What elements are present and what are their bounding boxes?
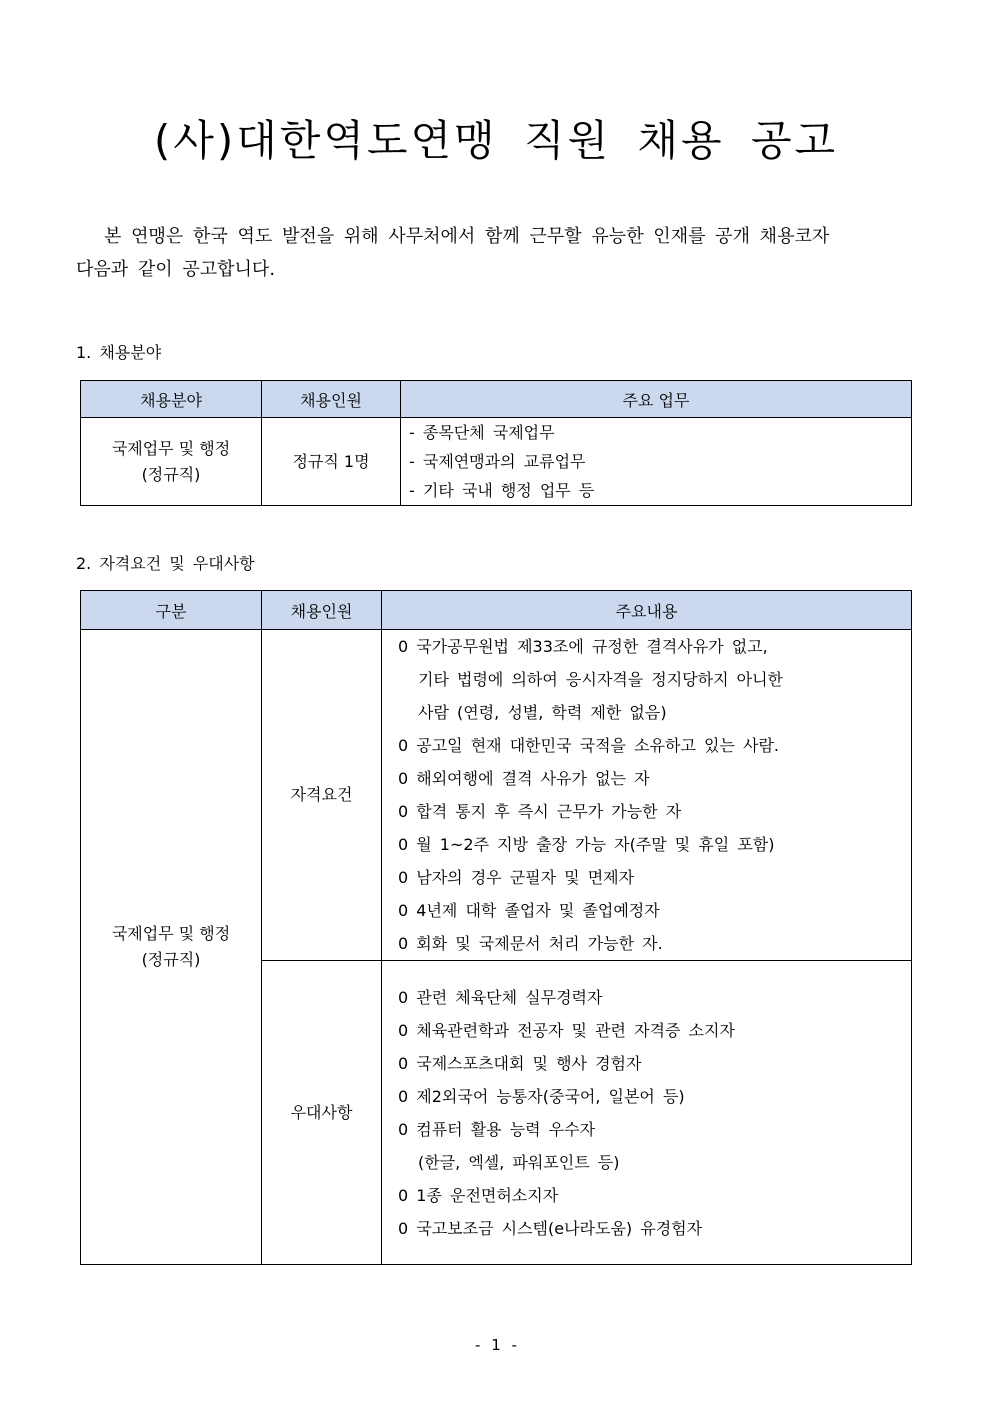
page-number: - 1 - bbox=[475, 1336, 517, 1354]
intro-line-1: 본 연맹은 한국 역도 발전을 위해 사무처에서 함께 근무할 유능한 인재를 공개 채용코자 bbox=[104, 226, 830, 247]
list-item: 0 컴퓨터 활용 능력 우수자 bbox=[398, 1120, 596, 1139]
recruitment-field-table bbox=[80, 380, 912, 506]
header-count: 채용인원 bbox=[262, 381, 401, 418]
field-name: 국제업무 및 행정 bbox=[111, 438, 231, 458]
duty-item: - 국제연맹과의 교류업무 bbox=[409, 452, 586, 471]
list-item: (한글, 엑셀, 파워포인트 등) bbox=[418, 1153, 620, 1172]
list-item: 사람 (연령, 성별, 학력 제한 없음) bbox=[418, 703, 667, 722]
field-name: 국제업무 및 행정 bbox=[111, 924, 231, 943]
list-item: 0 관련 체육단체 실무경력자 bbox=[398, 988, 603, 1007]
field-cell bbox=[81, 418, 262, 506]
duties-cell bbox=[401, 418, 912, 506]
field-cell bbox=[81, 630, 262, 1265]
list-item: 0 체육관련학과 전공자 및 관련 자격증 소지자 bbox=[398, 1021, 735, 1040]
list-item: 0 국고보조금 시스템(e나라도움) 유경험자 bbox=[398, 1219, 703, 1238]
section-2-heading: 2. 자격요건 및 우대사항 bbox=[76, 554, 255, 573]
preference-list bbox=[382, 961, 912, 1265]
header-duties: 주요 업무 bbox=[401, 381, 912, 418]
document-title: (사)대한역도연맹 직원 채용 공고 bbox=[153, 116, 839, 165]
table-row bbox=[81, 418, 912, 506]
intro-paragraph bbox=[76, 220, 926, 286]
section-1-heading: 1. 채용분야 bbox=[76, 343, 162, 362]
list-item: 0 남자의 경우 군필자 및 면제자 bbox=[398, 868, 635, 887]
header-category: 구분 bbox=[81, 591, 262, 630]
intro-line-2: 다음과 같이 공고합니다. bbox=[76, 259, 276, 280]
list-item: 0 제2외국어 능통자(중국어, 일본어 등) bbox=[398, 1087, 685, 1106]
duty-item: - 기타 국내 행정 업무 등 bbox=[409, 481, 595, 500]
header-count: 채용인원 bbox=[262, 591, 382, 630]
preference-label: 우대사항 bbox=[262, 961, 382, 1265]
list-item: 0 1종 운전면허소지자 bbox=[398, 1186, 559, 1205]
table-header-row bbox=[81, 591, 912, 630]
field-type: (정규직) bbox=[141, 464, 201, 484]
list-item: 기타 법령에 의하여 응시자격을 정지당하지 아니한 bbox=[418, 670, 784, 689]
header-content: 주요내용 bbox=[382, 591, 912, 630]
qualification-table bbox=[80, 590, 912, 1265]
list-item: 0 해외여행에 결격 사유가 없는 자 bbox=[398, 769, 650, 788]
qualification-list bbox=[382, 630, 912, 961]
list-item: 0 월 1~2주 지방 출장 가능 자(주말 및 휴일 포함) bbox=[398, 835, 775, 854]
table-header-row bbox=[81, 381, 912, 418]
list-item: 0 국가공무원법 제33조에 규정한 결격사유가 없고, bbox=[398, 637, 768, 656]
list-item: 0 공고일 현재 대한민국 국적을 소유하고 있는 사람. bbox=[398, 736, 779, 755]
table-row bbox=[81, 630, 912, 961]
field-type: (정규직) bbox=[141, 950, 201, 969]
header-field: 채용분야 bbox=[81, 381, 262, 418]
qualification-label: 자격요건 bbox=[262, 630, 382, 961]
list-item: 0 국제스포츠대회 및 행사 경험자 bbox=[398, 1054, 642, 1073]
duty-item: - 종목단체 국제업무 bbox=[409, 423, 555, 442]
list-item: 0 4년제 대학 졸업자 및 졸업예정자 bbox=[398, 901, 660, 920]
count-cell: 정규직 1명 bbox=[262, 418, 401, 506]
list-item: 0 합격 통지 후 즉시 근무가 가능한 자 bbox=[398, 802, 682, 821]
list-item: 0 회화 및 국제문서 처리 가능한 자. bbox=[398, 934, 663, 953]
